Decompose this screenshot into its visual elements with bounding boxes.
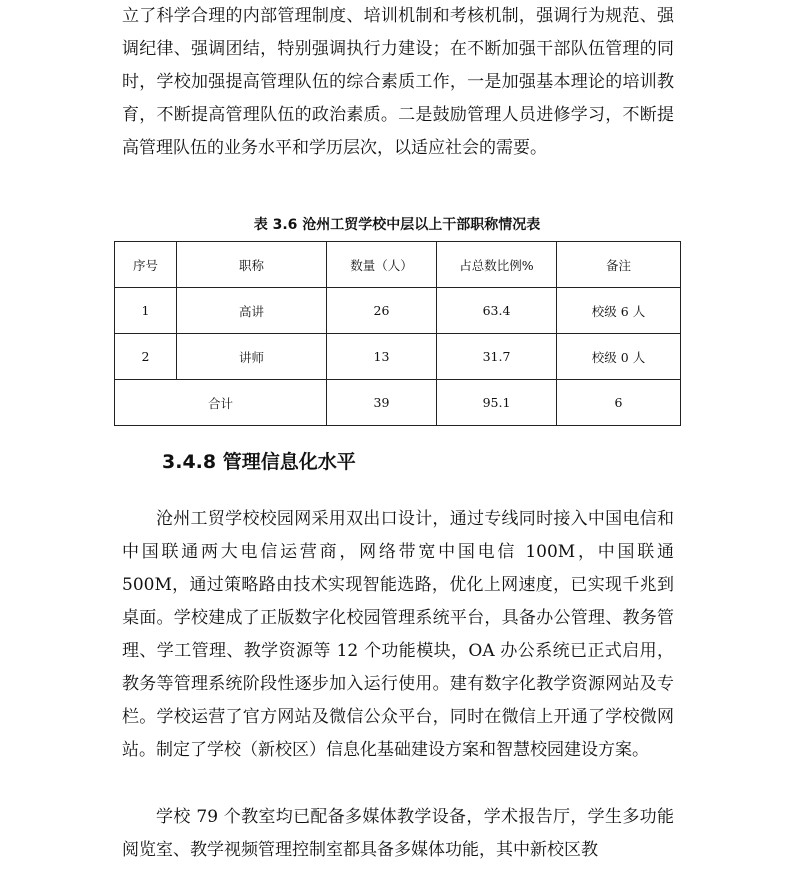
table-total-row <box>115 380 681 426</box>
paragraph-multimedia-classrooms: 学校 79 个教室均已配备多媒体教学设备，学术报告厅，学生多功能阅览室、教学视频管理控制室都具备多媒体功能，其中新校区教 <box>122 807 674 860</box>
table-row <box>115 288 681 334</box>
table-caption: 表 3.6 沧州工贸学校中层以上干部职称情况表 <box>253 217 541 233</box>
table-header-row <box>115 242 681 288</box>
total-count: 39 <box>327 380 437 426</box>
header-count: 数量（人） <box>327 242 437 288</box>
table-row <box>115 334 681 380</box>
header-title: 职称 <box>177 242 327 288</box>
paragraph-management-training: 立了科学合理的内部管理制度、培训机制和考核机制，强调行为规范、强调纪律、强调团结，特别强调执行力建设；在不断加强干部队伍管理的同时，学校加强提高管理队伍的综合素质工作，一是加强基本理论的培训教育，不断提高管理队伍的政治素质。二是鼓励管理人员进修学习，不断提高管理队伍的业务水平和学历层次，以适应社会的需要。 <box>122 6 674 158</box>
cell-ratio: 63.4 <box>437 288 557 334</box>
paragraph-campus-network: 沧州工贸学校校园网采用双出口设计，通过专线同时接入中国电信和中国联通两大电信运营商，网络带宽中国电信 100M，中国联通 500M，通过策略路由技术实现智能选路，优化上网速度，已实现千兆到桌面。学校建成了正版数字化校园管理系统平台，具备办公管理、教务管理、学工管理、教学资源等 12 个功能模块，OA 办公系统已正式启用，教务等管理系统阶段性逐步加入运行使用。建有数字化教学资源网站及专栏。学校运营了官方网站及微信公众平台，同时在微信上开通了学校微网站。制定了学校（新校区）信息化基础建设方案和智慧校园建设方案。 <box>122 509 674 760</box>
cell-note: 校级 0 人 <box>557 334 681 380</box>
total-ratio: 95.1 <box>437 380 557 426</box>
total-label: 合计 <box>115 380 327 426</box>
cell-title: 讲师 <box>177 334 327 380</box>
header-ratio: 占总数比例% <box>437 242 557 288</box>
cell-title: 高讲 <box>177 288 327 334</box>
cell-count: 13 <box>327 334 437 380</box>
cell-index: 1 <box>115 288 177 334</box>
cell-count: 26 <box>327 288 437 334</box>
section-heading: 3.4.8 管理信息化水平 <box>162 451 356 473</box>
cell-index: 2 <box>115 334 177 380</box>
total-note: 6 <box>557 380 681 426</box>
cell-note: 校级 6 人 <box>557 288 681 334</box>
header-index: 序号 <box>115 242 177 288</box>
cadre-title-table <box>114 241 681 426</box>
cell-ratio: 31.7 <box>437 334 557 380</box>
header-note: 备注 <box>557 242 681 288</box>
